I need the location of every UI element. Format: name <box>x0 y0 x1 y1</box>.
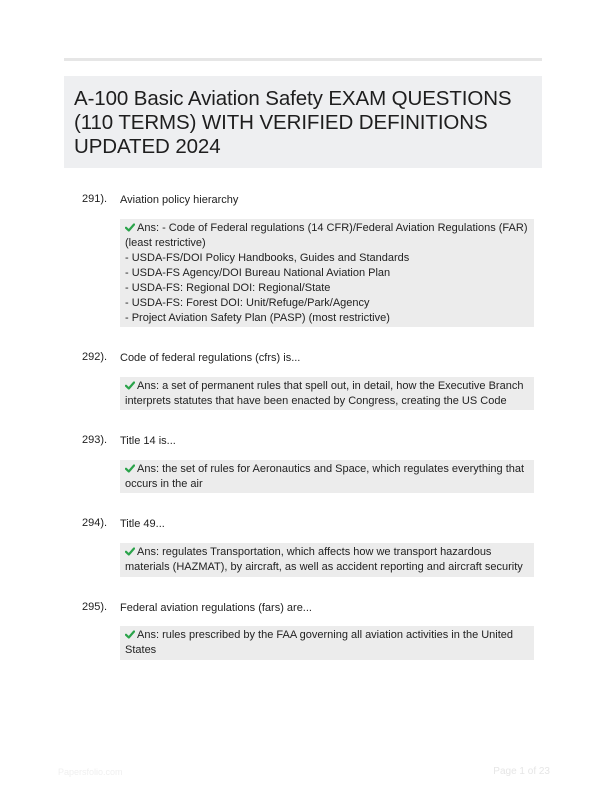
question-number: 294). <box>82 517 108 529</box>
answer-line: - USDA-FS Agency/DOI Bureau National Aviation Plan <box>125 267 391 279</box>
check-icon <box>125 464 135 473</box>
question-number: 293). <box>82 434 108 446</box>
footer-watermark: Papersfolio.com <box>58 767 123 777</box>
answer-line: - USDA-FS: Forest DOI: Unit/Refuge/Park/Agency <box>125 297 370 309</box>
answer-box <box>120 543 534 577</box>
top-divider <box>64 58 542 61</box>
answer-box <box>120 626 534 660</box>
question-number: 291). <box>82 193 108 205</box>
answer-box <box>120 219 534 327</box>
question-text: Code of federal regulations (cfrs) is... <box>120 352 301 364</box>
check-icon <box>125 223 135 232</box>
page-number: Page 1 of 23 <box>493 766 550 777</box>
answer-text: Ans: a set of permanent rules that spell out, in detail, how the Executive Branch interprets statutes that have been enacted by Congress, creating the US Code <box>125 380 524 407</box>
question-text: Aviation policy hierarchy <box>120 194 239 206</box>
check-icon <box>125 547 135 556</box>
question-text: Federal aviation regulations (fars) are... <box>120 602 312 614</box>
page-title: A-100 Basic Aviation Safety EXAM QUESTIONS (110 TERMS) WITH VERIFIED DEFINITIONS UPDATED 2024 <box>74 87 512 158</box>
answer-text: Ans: the set of rules for Aeronautics and Space, which regulates everything that occurs in the air <box>125 463 525 490</box>
answer-line: - USDA-FS/DOI Policy Handbooks, Guides and Standards <box>125 252 410 264</box>
check-icon <box>125 381 135 390</box>
question-text: Title 14 is... <box>120 435 176 447</box>
answer-line: - Project Aviation Safety Plan (PASP) (most restrictive) <box>125 312 390 324</box>
answer-box <box>120 377 534 410</box>
check-icon <box>125 630 135 639</box>
question-number: 292). <box>82 351 108 363</box>
answer-line: - USDA-FS: Regional DOI: Regional/State <box>125 282 331 294</box>
title-banner <box>64 76 542 168</box>
answer-text: Ans: rules prescribed by the FAA governing all aviation activities in the United States <box>125 629 514 656</box>
question-text: Title 49... <box>120 518 165 530</box>
question-number: 295). <box>82 601 108 613</box>
answer-text: Ans: regulates Transportation, which affects how we transport hazardous materials (HAZMAT), by aircraft, as well as accident reporting and aircraft security <box>125 546 523 573</box>
answer-line: Ans: - Code of Federal regulations (14 CFR)/Federal Aviation Regulations (FAR) (least restrictive) <box>125 222 528 249</box>
answer-box <box>120 460 534 493</box>
